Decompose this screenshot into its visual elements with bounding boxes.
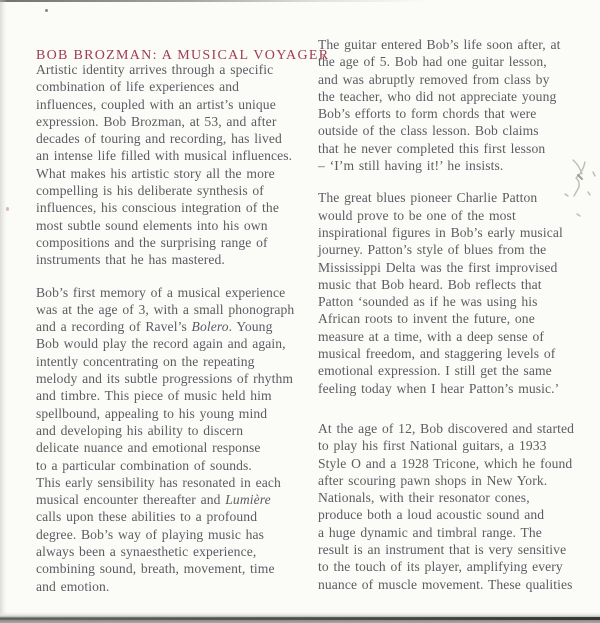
- scan-artifact-left-edge: [0, 0, 7, 623]
- page-title: BOB BROZMAN: A MUSICAL VOYAGER: [36, 48, 330, 64]
- paragraph: At the age of 12, Bob discovered and started to play his first National guitars, a 1933 Style O and a 1928 Tricone, which he found after scouring pawn shops in New York. Nationals, with their resonator cones, produce both a loud acoustic sound and a huge dynamic and timbral range. The result is an instrument that is very sensitive to the touch of its player, amplifying every nuance of muscle movement. These qualities: [318, 420, 574, 592]
- column-left: [36, 61, 300, 610]
- paragraph: The guitar entered Bob’s life soon after, at the age of 5. Bob had one guitar lesson, and was abruptly removed from class by the teacher, who did not appreciate young Bob’s efforts to form chords that were outside of the class lesson. Bob claims that he never completed this first lesson – ‘I’m still having it!’ he insists.: [318, 37, 561, 174]
- paragraph: Bob’s first memory of a musical experience was at the age of 3, with a small phonograph and a recording of Ravel’s Bolero. Young Bob would play the record again and again, intently concentrating on the repeating melody and its subtle progressions of rhythm and timbre. This piece of music held him spellbound, appealing to his young mind and developing his ability to discern delicate nuance and emotional response to a particular combination of sounds. This early sensibility has resonated in each musical encounter thereafter and Lumière calls upon these abilities to a profound degree. Bob’s way of playing music has always been a synaesthetic experience, combining sound, breath, movement, time and emotion.: [36, 284, 295, 594]
- scan-artifact-speck: [6, 207, 9, 211]
- scan-artifact-speck: [45, 9, 48, 12]
- column-right: [318, 36, 586, 608]
- scan-artifact-bottom-line: [0, 617, 600, 620]
- scan-artifact-top-edge: [0, 0, 430, 2]
- paragraph: Artistic identity arrives through a specific combination of life experiences and influences, coupled with an artist’s unique expression. Bob Brozman, at 53, and after decades of touring and recording, has lived an intense life filled with musical influences. What makes his artistic story all the more compelling is his deliberate synthesis of influences, his conscious integration of the most subtle sound elements into his own compositions and the surprising range of instruments that he has mastered.: [36, 62, 293, 268]
- paragraph: The great blues pioneer Charlie Patton would prove to be one of the most inspirational figures in Bob’s early musical journey. Patton’s style of blues from the Mississippi Delta was the first improvised music that Bob heard. Bob reflects that Patton ‘sounded as if he was using his African roots to invent the future, one measure at a time, with a deep sense of musical freedom, and staggering levels of emotional expression. I still get the same feeling today when I hear Patton’s music.’: [318, 190, 563, 396]
